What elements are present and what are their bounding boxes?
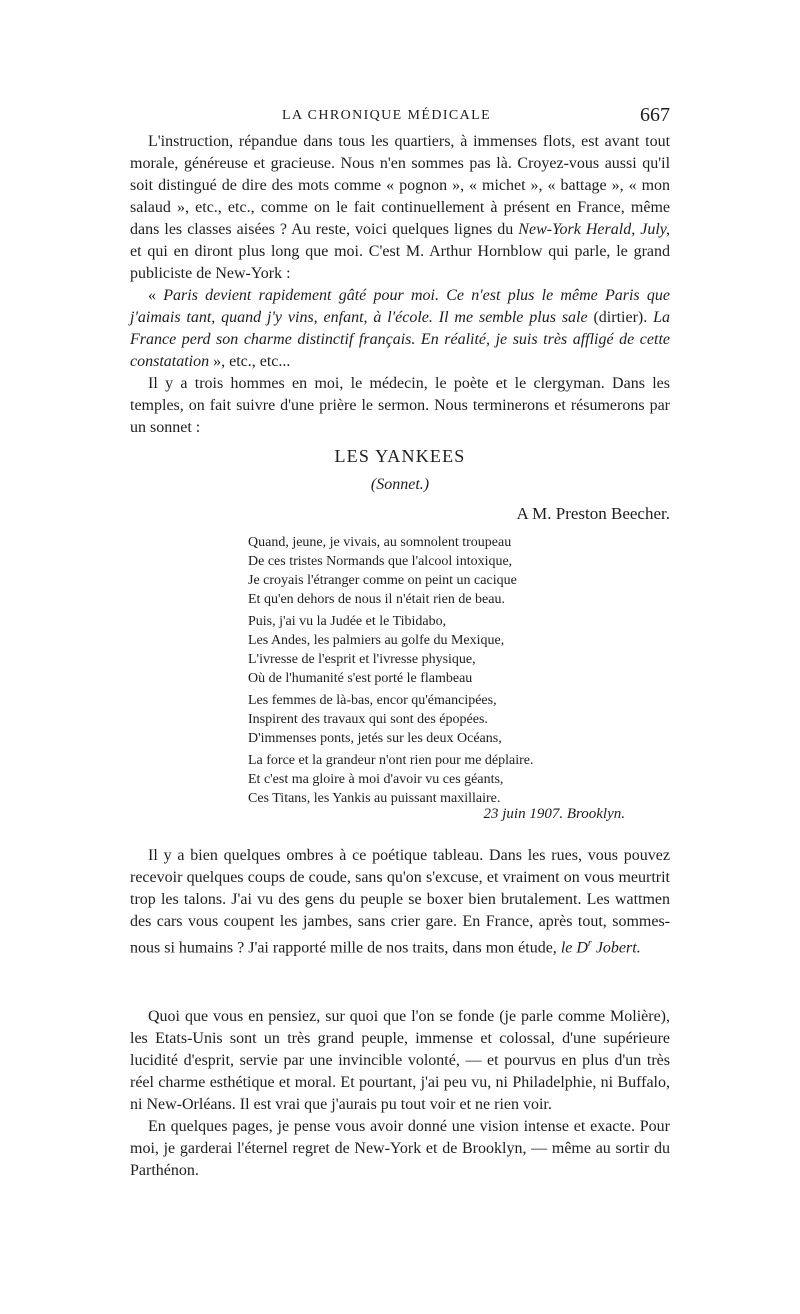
intro-line: « pognon », « michet », « battage », « mon salaud », etc., etc., comme (130, 177, 671, 216)
stanza-1 (248, 533, 517, 609)
newspaper-title: New-York Herald, July, (518, 221, 671, 238)
verse-line: Puis, j'ai vu la Judée et le Tibidabo, (248, 614, 447, 629)
quote-close: », etc., etc... (209, 353, 291, 370)
reference-le: le D (560, 939, 588, 957)
closing-paragraph-2 (130, 1006, 670, 1182)
closing-text: En quelques pages, je pense vous avoir donné une vision intense et exacte. Pour moi, je garderai l'éternel regret de New-York et de Brooklyn, — même au sortir du Parthénon. (130, 1118, 670, 1179)
page-number: 667 (640, 104, 670, 126)
intro-line: L'instruction, répandue dans tous les quartiers, à immenses flots, (148, 133, 576, 150)
sonnet-dateline: 23 juin 1907. Brooklyn. (483, 806, 625, 822)
verse-line: Et qu'en dehors de nous il n'était rien de beau. (248, 592, 505, 607)
verse-line: Les femmes de là-bas, encor qu'émancipées, (248, 693, 497, 708)
verse-line: Et c'est ma gloire à moi d'avoir vu ces géants, (248, 772, 504, 787)
intro-line: est avant tout morale, généreuse et gracieuse. Nous n'en sommes pas (130, 133, 671, 172)
sonnet-subtitle: (Sonnet.) (370, 476, 430, 493)
closing-text: Il y a bien quelques ombres à ce poétique tableau. Dans les rues, vous pouvez recevoir quelques coups de coude, sans qu'on s'excuse, et vraiment on vous meurtrit trop les talons. J'ai vu des gens du peuple se boxer bien brutalement. Les wattmen des cars vous coupent les jambes, sans crier gare. En France, après tout, sommes-nous si humains ? J'ai rapporté mille de nos traits, dans mon étude, (130, 847, 670, 957)
verse-line: Inspirent des travaux qui sont des épopées. (248, 712, 488, 727)
verse-line: De ces tristes Normands que l'alcool intoxique, (248, 554, 513, 569)
intro-paragraph-3 (130, 373, 670, 439)
sonnet-introduction: Il y a trois hommes en moi, le médecin, le poète et le clergyman. Dans les temples, on fait suivre d'une prière le sermon. Nous terminerons et résumerons par un sonnet : (130, 375, 670, 436)
intro-line: aisées ? Au reste, voici quelques lignes du (236, 221, 519, 238)
stanza-4 (248, 751, 534, 808)
verse-line: L'ivresse de l'esprit et l'ivresse physique, (248, 652, 476, 667)
sonnet-dedication: A M. Preston Beecher. (516, 504, 670, 523)
verse-line: Ces Titans, les Yankis au puissant maxillaire. (248, 791, 501, 806)
quote-part-a: Paris devient rapidement gâté pour moi. Ce n'est plus le même Paris que j'aimais tant, quand j'y vins, enfant, à l'école. Il me semble plus sale (130, 287, 670, 326)
intro-ending: et qui en diront plus long que moi. C'est M. Arthur Hornblow qui parle, le grand publiciste de New-York : (130, 243, 670, 282)
stanza-3 (248, 691, 502, 748)
quote-part-b: (dirtier). (593, 309, 654, 326)
reference-name: Jobert. (591, 939, 641, 957)
quote-open: « (148, 287, 164, 304)
quote-part-c: La France perd son charme distinctif français. En réalité, je suis très affligé de cette constatation (130, 309, 670, 370)
verse-line: D'immenses ponts, jetés sur les deux Océans, (248, 731, 502, 746)
verse-line: Les Andes, les palmiers au golfe du Mexique, (248, 633, 505, 648)
verse-line: Je croyais l'étranger comme on peint un cacique (248, 573, 517, 588)
intro-line: on le fait continuellement à présent en France, même dans les classes (130, 199, 671, 238)
stanza-2 (248, 612, 504, 688)
closing-paragraph-1 (130, 845, 670, 959)
verse-line: La force et la grandeur n'ont rien pour me déplaire. (248, 753, 534, 768)
intro-paragraph-1 (130, 131, 670, 373)
sonnet-title: LES YANKEES (334, 446, 466, 466)
closing-text: Quoi que vous en pensiez, sur quoi que l'on se fonde (je parle comme Molière), les Etats-Unis sont un très grand peuple, immense et colossal, d'une supérieure lucidité d'esprit, servie par une invincible volonté, — et pourvus en plus d'un très réel charme esthétique et moral. Et pourtant, j'ai peu vu, ni Philadelphie, ni Buffalo, ni New-Orléans. Il est vrai que j'aurais pu tout voir et ne rien voir. (130, 1008, 670, 1113)
hornblow-quote (130, 285, 670, 373)
reference-sup: r (587, 938, 592, 949)
intro-line: là. Croyez-vous aussi qu'il soit distingué de dire des mots comme (130, 155, 671, 194)
page-header (130, 104, 670, 128)
verse-line: Quand, jeune, je vivais, au somnolent troupeau (248, 535, 512, 550)
running-title: LA CHRONIQUE MÉDICALE (282, 108, 492, 123)
verse-line: Où de l'humanité s'est porté le flambeau (248, 671, 473, 686)
